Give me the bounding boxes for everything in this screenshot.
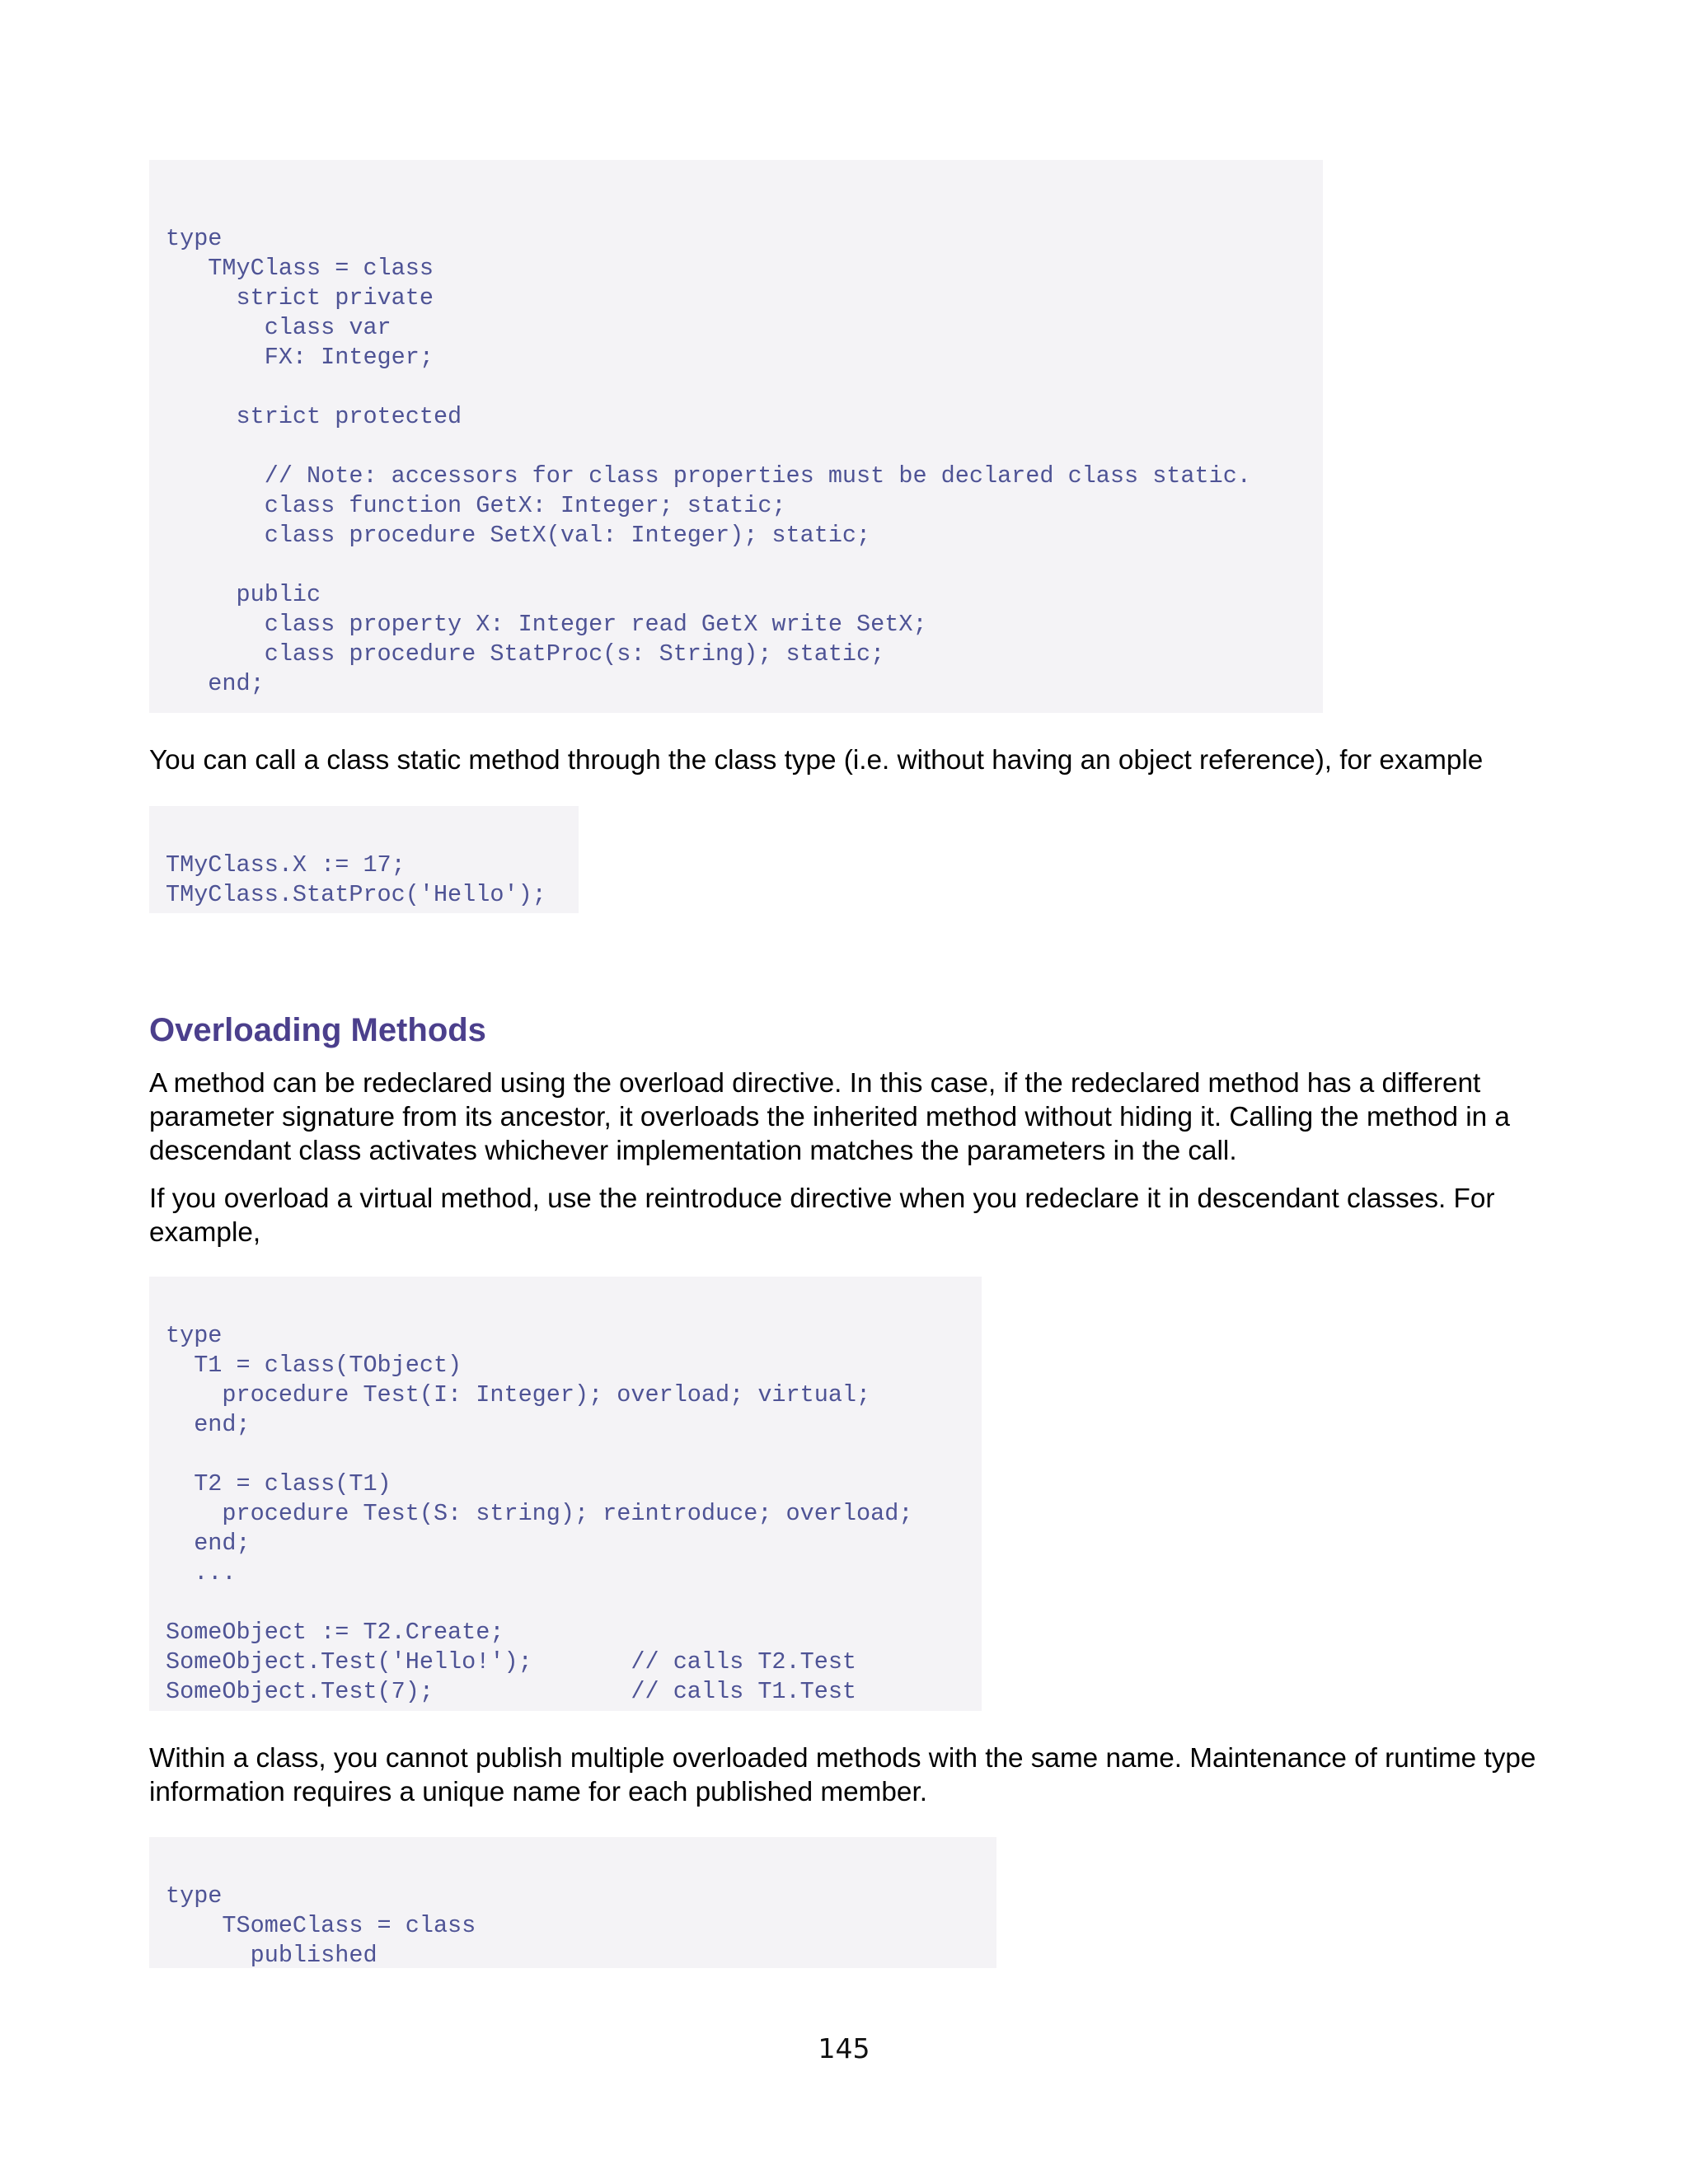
code-line (166, 1440, 982, 1469)
code-line: ... (166, 1559, 237, 1586)
code-line: SomeObject.Test(7); // calls T1.Test (166, 1678, 857, 1705)
code-line (166, 1291, 982, 1321)
code-line: class procedure StatProc(s: String); static; (166, 640, 885, 668)
code-line: procedure Test(S: string); reintroduce; overload; (166, 1500, 913, 1527)
code-line: strict private (166, 284, 434, 312)
code-line: public (166, 581, 321, 608)
page-number: 145 (818, 2032, 870, 2064)
code-line: // Note: accessors for class properties must be declared class static. (166, 462, 1251, 490)
code-lines (166, 1291, 982, 1707)
code-block-published-example (149, 1837, 996, 1968)
paragraph-reintroduce-directive: If you overload a virtual method, use the reintroduce directive when you redeclare it in descendant classes. For example, (149, 1183, 1495, 1248)
paragraph-static-method-call: You can call a class static method through the class type (i.e. without having an object reference), for example (149, 745, 1484, 776)
code-line: end; (166, 1411, 251, 1438)
code-line: type (166, 1882, 223, 1910)
code-lines (166, 821, 579, 910)
code-line (166, 432, 1323, 462)
code-line (166, 1852, 996, 1882)
code-line: TSomeClass = class (166, 1912, 476, 1939)
code-line: class procedure SetX(val: Integer); static; (166, 522, 871, 549)
code-line: end; (166, 670, 265, 697)
code-line: class property X: Integer read GetX write SetX; (166, 611, 927, 638)
code-line (166, 373, 1323, 402)
code-line: class var (166, 314, 392, 341)
code-block-static-call-example (149, 806, 579, 913)
code-line (166, 821, 579, 851)
code-line: strict protected (166, 403, 462, 430)
code-line: class function GetX: Integer; static; (166, 492, 786, 519)
code-line (166, 1588, 982, 1618)
code-line: end; (166, 1530, 251, 1557)
code-line: type (166, 225, 223, 252)
code-line: FX: Integer; (166, 344, 434, 371)
code-line: SomeObject.Test('Hello!'); // calls T2.Test (166, 1648, 857, 1675)
code-line (166, 551, 1323, 580)
code-line: TMyClass = class (166, 255, 434, 282)
paragraph-overload-directive: A method can be redeclared using the overload directive. In this case, if the redeclared method has a different parameter signature from its ancestor, it overloads the inherited method without hiding it. Calling the method in a descendant class activates whichever implementation matches the parameters in the call. (149, 1068, 1510, 1166)
code-lines (166, 194, 1323, 699)
paragraph-published-overloads: Within a class, you cannot publish multiple overloaded methods with the same name. Maintenance of runtime type information requires a unique name for each published member. (149, 1743, 1536, 1807)
code-line: SomeObject := T2.Create; (166, 1619, 504, 1646)
code-line: T2 = class(T1) (166, 1470, 392, 1497)
code-line (166, 194, 1323, 224)
code-line: published (166, 1942, 377, 1968)
code-line: TMyClass.StatProc('Hello'); (166, 881, 546, 908)
section-heading-overloading-methods: Overloading Methods (149, 1012, 486, 1048)
code-line: procedure Test(I: Integer); overload; virtual; (166, 1381, 871, 1408)
code-block-overload-example (149, 1277, 982, 1711)
code-block-class-declaration (149, 160, 1323, 713)
code-line: TMyClass.X := 17; (166, 851, 406, 879)
code-line: T1 = class(TObject) (166, 1352, 462, 1379)
code-lines (166, 1852, 996, 1968)
code-line: type (166, 1322, 223, 1349)
